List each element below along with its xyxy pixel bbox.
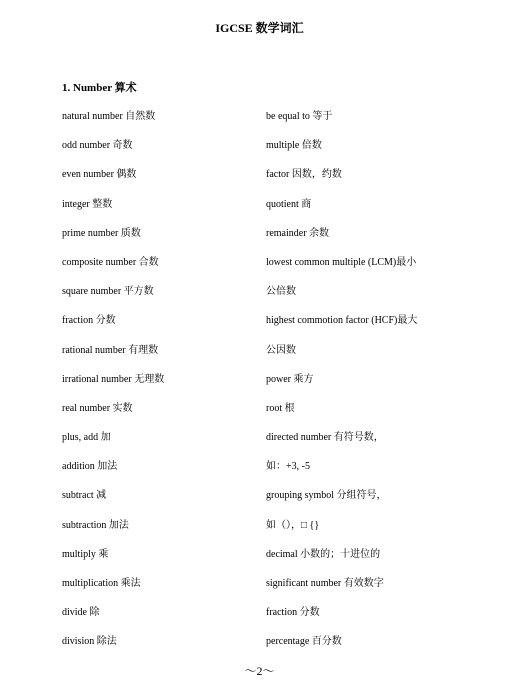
term-left-addition: addition 加法 [62, 461, 118, 473]
term-left-prime-number: prime number 质数 [62, 227, 141, 239]
term-right-hcf: highest commotion factor (HCF)最大 [266, 315, 418, 327]
term-left-square-number: square number 平方数 [62, 286, 154, 298]
term-right-lcm: lowest common multiple (LCM)最小 [266, 256, 417, 268]
term-left-multiplication: multiplication 乘法 [62, 578, 141, 589]
term-right-factor: factor 因数，约数 [266, 169, 342, 181]
term-left-irrational-number: irrational number 无理数 [62, 373, 165, 385]
term-left-composite-number: composite number 合数 [62, 256, 159, 268]
section-heading: 1. Number 算术 [62, 82, 137, 94]
term-left-subtraction: subtraction 加法 [62, 519, 129, 531]
page-number: ～2～ [244, 664, 275, 678]
term-left-integer: integer 整数 [62, 198, 113, 210]
term-right-grouping-symbol-example: 如（），□ {} [266, 519, 320, 531]
term-right-remainder: remainder 余数 [266, 227, 330, 239]
term-right-directed-number-example: 如：+3, -5 [266, 461, 310, 473]
term-left-natural-number: natural number 自然数 [62, 111, 156, 122]
term-left-rational-number: rational number 有理数 [62, 344, 159, 356]
term-left-fraction: fraction 分数 [62, 315, 116, 327]
term-right-be-equal-to: be equal to 等于 [266, 111, 333, 122]
left-term-column [62, 110, 252, 665]
term-left-plus-add: plus, add 加 [62, 432, 111, 444]
page-title: IGCSE 数学词汇 [215, 21, 304, 35]
term-left-multiply: multiply 乘 [62, 548, 109, 560]
term-right-quotient: quotient 商 [266, 198, 312, 210]
term-left-divide: divide 除 [62, 607, 100, 619]
term-left-division: division 除法 [62, 636, 117, 648]
term-right-fraction: fraction 分数 [266, 607, 320, 619]
term-right-multiple: multiple 倍数 [266, 140, 322, 152]
right-term-column [266, 110, 466, 665]
term-right-lcm-continued: 公倍数 [266, 286, 296, 298]
term-right-power: power 乘方 [266, 373, 314, 385]
term-right-root: root 根 [266, 402, 295, 414]
term-right-significant-number: significant number 有效数字 [266, 578, 384, 589]
term-right-percentage: percentage 百分数 [266, 636, 342, 648]
term-right-grouping-symbol: grouping symbol 分组符号， [266, 490, 387, 502]
term-left-subtract: subtract 减 [62, 490, 107, 502]
term-right-decimal: decimal 小数的；十进位的 [266, 548, 381, 560]
term-right-hcf-continued: 公因数 [266, 344, 296, 356]
term-left-real-number: real number 实数 [62, 402, 133, 414]
term-left-even-number: even number 偶数 [62, 169, 137, 181]
term-left-odd-number: odd number 奇数 [62, 140, 133, 152]
term-right-directed-number: directed number 有符号数， [266, 432, 384, 444]
